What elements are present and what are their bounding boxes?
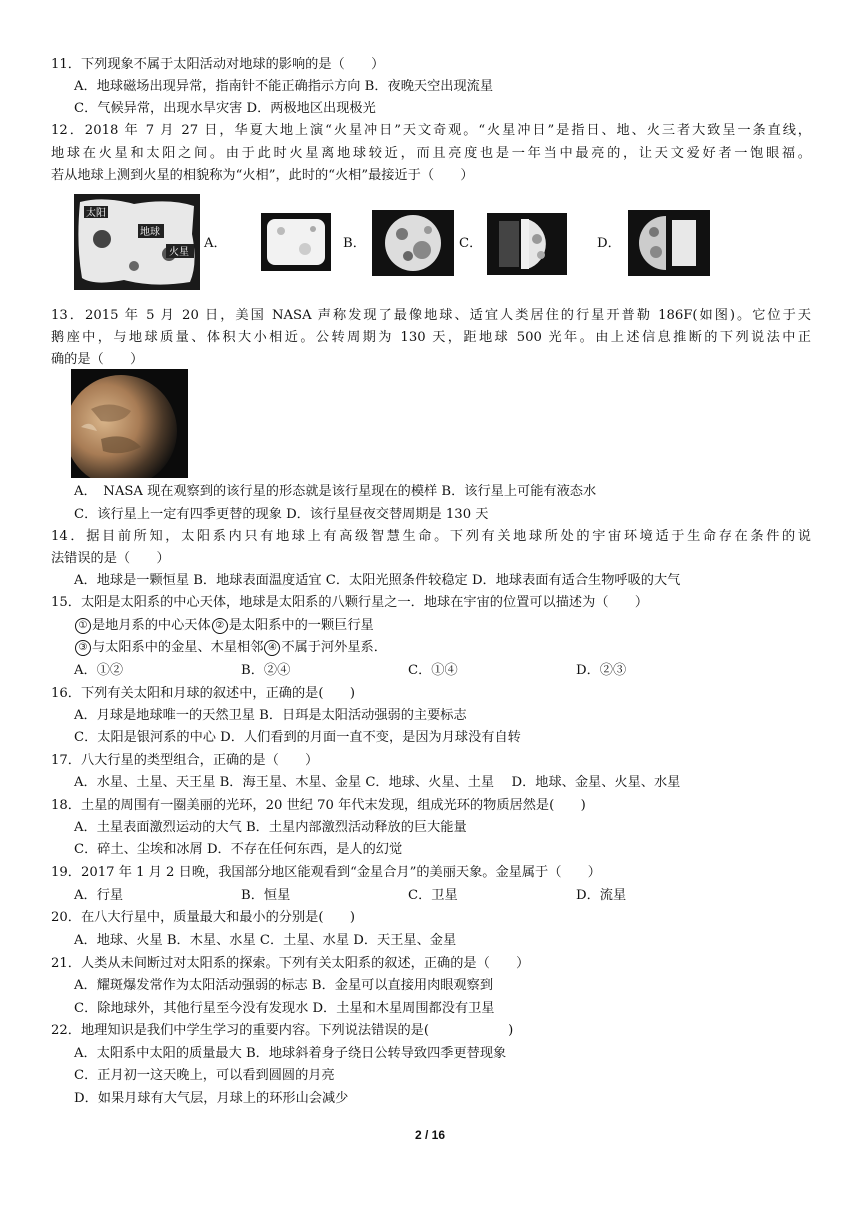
q21-options-2: C．除地球外，其他行星至今没有发现水 D．土星和木星周围都没有卫星 [74,1001,495,1016]
fig-label-earth: 地球 [140,227,160,238]
q15-option-d: D．②③ [576,663,627,678]
q15-option-a: A．①② [74,663,124,678]
q22-options-2: C．正月初一这天晚上，可以看到圆圆的月亮 [74,1068,335,1083]
fig-label-sun: 太阳 [86,208,106,219]
mars-phase-full-figure [261,213,331,271]
statement-4: 不属于河外星系． [281,640,387,655]
q11-stem: 11．下列现象不属于太阳活动对地球的影响的是（ ） [51,57,385,72]
q18-options-2: C．碎土、尘埃和冰屑 D．不存在任何东西，是人的幻觉 [74,842,403,857]
q12-stem-1: 12．2018 年 7 月 27 日，华夏大地上演“火星冲日”天文奇观。“火星冲日”是指日、地、火三者大致呈一条直线， [51,123,811,138]
mars-phase-half-figure [487,213,567,275]
q15-option-c: C．①④ [408,663,458,678]
kepler-186f-planet-image [71,369,188,478]
q15-statements-1 [74,616,374,636]
q15-option-b: B．②④ [241,663,291,678]
q13-options-1: A． NASA 现在观察到的该行星的形态就是该行星现在的模样 B．该行星上可能有液态水 [74,484,597,499]
q16-options-2: C．太阳是银河系的中心 D．人们看到的月面一直不变，是因为月球没有自转 [74,730,521,745]
mars-phase-gibbous-figure [372,210,454,276]
q13-stem-3: 确的是（ ） [51,352,144,367]
circled-2: ② [212,618,228,634]
sun-earth-mars-figure [74,194,200,290]
q13-options-2: C．该行星上一定有四季更替的现象 D．该行星昼夜交替周期是 130 天 [74,507,489,522]
q14-stem-2: 法错误的是（ ） [51,551,170,566]
q18-stem: 18．土星的周围有一圈美丽的光环，20 世纪 70 年代末发现，组成光环的物质居然是( ) [51,798,586,813]
q12-option-d-label: D． [597,236,621,251]
q19-option-d: D．流星 [576,888,627,903]
q19-option-c: C．卫星 [408,888,458,903]
circled-4: ④ [264,640,280,656]
page-number: 2 / 16 [414,1128,446,1142]
q21-options-1: A．耀斑爆发常作为太阳活动强弱的标志 B．金星可以直接用肉眼观察到 [74,978,494,993]
q19-option-a: A．行星 [74,888,124,903]
statement-3: 与太阳系中的金星、木星相邻 [92,640,264,655]
mars-phase-quarter-figure [628,210,710,276]
q19-option-b: B．恒星 [241,888,291,903]
q18-options-1: A．土星表面激烈运动的大气 B．土星内部激烈活动释放的巨大能量 [74,820,467,835]
q13-stem-1: 13．2015 年 5 月 20 日，美国 NASA 声称发现了最像地球、适宜人类居住的行星开普勒 186F(如图)。它位于天 [51,308,811,323]
q14-options-1: A．地球是一颗恒星 B．地球表面温度适宜 C．太阳光照条件较稳定 D．地球表面有适合生物呼吸的大气 [74,573,681,588]
statement-2: 是太阳系中的一颗巨行星 [228,618,374,633]
fig-label-mars: 火星 [169,247,189,258]
circled-1: ① [75,618,91,634]
q22-options-3: D．如果月球有大气层，月球上的环形山会减少 [74,1091,349,1106]
q17-options-1: A．水星、土星、天王星 B．海王星、木星、金星 C．地球、火星、土星 D．地球、金星、火星、水星 [74,775,681,790]
q14-stem-1: 14．据目前所知，太阳系内只有地球上有高级智慧生命。下列有关地球所处的宇宙环境适于生命存在条件的说 [51,529,811,544]
q20-stem: 20．在八大行星中，质量最大和最小的分别是( ) [51,910,356,925]
q21-stem: 21．人类从未间断过对太阳系的探索。下列有关太阳系的叙述，正确的是（ ） [51,956,530,971]
q12-stem-2: 地球在火星和太阳之间。由于此时火星离地球较近，而且亮度也是一年当中最亮的，让天文爱好者一饱眼福。 [51,146,811,161]
q12-option-b-label: B． [343,236,366,251]
q16-stem: 16．下列有关太阳和月球的叙述中，正确的是( ) [51,686,356,701]
q20-options-1: A．地球、火星 B．木星、水星 C．土星、水星 D．天王星、金星 [74,933,457,948]
circled-3: ③ [75,640,91,656]
q16-options-1: A．月球是地球唯一的天然卫星 B．日珥是太阳活动强弱的主要标志 [74,708,467,723]
q11-options-1: A．地球磁场出现异常，指南针不能正确指示方向 B．夜晚天空出现流星 [74,79,494,94]
q12-option-c-label: C． [459,236,483,251]
q19-stem: 19．2017 年 1 月 2 日晚，我国部分地区能观看到“金星合月”的美丽天象。金星属于（ ） [51,865,601,880]
q12-stem-3: 若从地球上测到火星的相貌称为“火相”，此时的“火相”最接近于（ ） [51,168,474,183]
q22-options-1: A．太阳系中太阳的质量最大 B．地球斜着身子绕日公转导致四季更替现象 [74,1046,507,1061]
q15-stem: 15．太阳是太阳系的中心天体，地球是太阳系的八颗行星之一．地球在宇宙的位置可以描述为（ ） [51,595,649,610]
q15-statements-2 [74,638,387,658]
q11-options-2: C．气候异常，出现水旱灾害 D．两极地区出现极光 [74,101,376,116]
q13-stem-2: 鹅座中，与地球质量、体积大小相近。公转周期为 130 天，距地球 500 光年。由上述信息推断的下列说法中正 [51,330,811,345]
q12-option-a-label: A． [204,236,227,251]
q22-stem: 22．地理知识是我们中学生学习的重要内容。下列说法错误的是( ) [51,1023,514,1038]
statement-1: 是地月系的中心天体 [92,618,211,633]
q17-stem: 17．八大行星的类型组合，正确的是（ ） [51,753,319,768]
